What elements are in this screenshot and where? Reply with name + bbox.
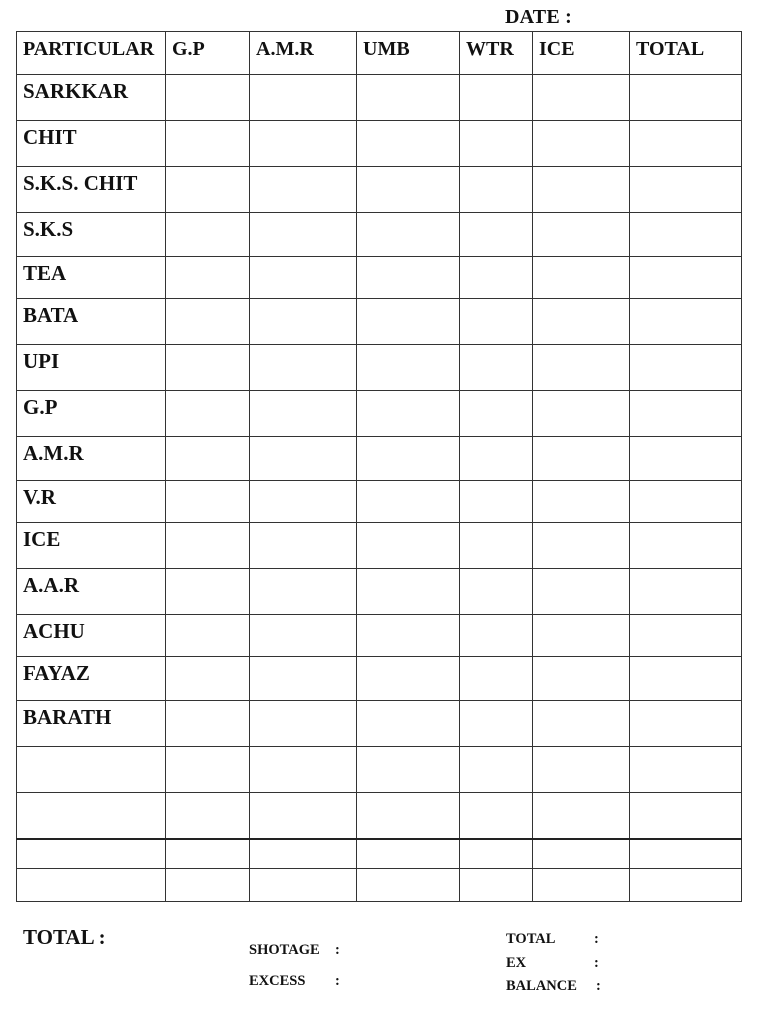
cell-gp[interactable] — [166, 481, 250, 523]
cell-umb[interactable] — [357, 615, 460, 657]
shortage-label: SHOTAGE — [249, 942, 320, 958]
cell-amr[interactable] — [250, 391, 357, 437]
cell-wtr[interactable] — [460, 167, 533, 213]
cell-umb[interactable] — [357, 481, 460, 523]
cell-gp[interactable] — [166, 615, 250, 657]
shortage-colon: : — [335, 942, 340, 958]
cell-umb[interactable] — [357, 701, 460, 747]
excess-field — [249, 973, 340, 990]
row-label: A.A.R — [17, 569, 166, 615]
row-label — [17, 793, 166, 839]
cell-ice[interactable] — [533, 869, 630, 902]
cell-total[interactable] — [630, 167, 742, 213]
cell-wtr[interactable] — [460, 437, 533, 481]
cell-total[interactable] — [630, 523, 742, 569]
cell-umb[interactable] — [357, 569, 460, 615]
row-label: ICE — [17, 523, 166, 569]
cell-gp[interactable] — [166, 213, 250, 257]
summary-ex-field — [506, 955, 599, 972]
cell-wtr[interactable] — [460, 391, 533, 437]
cell-amr[interactable] — [250, 481, 357, 523]
cell-gp[interactable] — [166, 701, 250, 747]
summary-total-label: TOTAL — [506, 931, 556, 947]
cell-wtr[interactable] — [460, 345, 533, 391]
cell-gp[interactable] — [166, 869, 250, 902]
cell-umb[interactable] — [357, 75, 460, 121]
cell-amr[interactable] — [250, 75, 357, 121]
row-label: SARKKAR — [17, 75, 166, 121]
cell-total[interactable] — [630, 391, 742, 437]
cell-wtr[interactable] — [460, 299, 533, 345]
cell-total[interactable] — [630, 213, 742, 257]
cell-total[interactable] — [630, 657, 742, 701]
cell-ice[interactable] — [533, 213, 630, 257]
cell-umb[interactable] — [357, 257, 460, 299]
column-header-ice: ICE — [533, 32, 630, 75]
cell-wtr[interactable] — [460, 213, 533, 257]
cell-amr[interactable] — [250, 299, 357, 345]
cell-gp[interactable] — [166, 657, 250, 701]
cell-amr[interactable] — [250, 615, 357, 657]
table-row — [17, 345, 742, 391]
cell-amr[interactable] — [250, 793, 357, 839]
cell-wtr[interactable] — [460, 523, 533, 569]
cell-wtr[interactable] — [460, 75, 533, 121]
cell-amr[interactable] — [250, 345, 357, 391]
row-label — [17, 869, 166, 902]
cell-ice[interactable] — [533, 657, 630, 701]
cell-ice[interactable] — [533, 437, 630, 481]
cell-umb[interactable] — [357, 747, 460, 793]
row-label: V.R — [17, 481, 166, 523]
row-label: BARATH — [17, 701, 166, 747]
cell-ice[interactable] — [533, 121, 630, 167]
column-header-total: TOTAL — [630, 32, 742, 75]
table-row — [17, 869, 742, 902]
cell-ice[interactable] — [533, 299, 630, 345]
cell-total[interactable] — [630, 121, 742, 167]
row-label: ACHU — [17, 615, 166, 657]
header-row — [17, 32, 742, 75]
cell-total[interactable] — [630, 299, 742, 345]
row-label — [17, 839, 166, 869]
column-header-umb: UMB — [357, 32, 460, 75]
cell-gp[interactable] — [166, 391, 250, 437]
excess-label: EXCESS — [249, 973, 306, 989]
summary-total-colon: : — [594, 931, 599, 947]
cell-amr[interactable] — [250, 569, 357, 615]
cell-amr[interactable] — [250, 167, 357, 213]
table-row — [17, 839, 742, 869]
cell-wtr[interactable] — [460, 839, 533, 869]
cell-gp[interactable] — [166, 437, 250, 481]
row-label: S.K.S — [17, 213, 166, 257]
cell-amr[interactable] — [250, 747, 357, 793]
table-row — [17, 523, 742, 569]
cell-umb[interactable] — [357, 345, 460, 391]
cell-wtr[interactable] — [460, 569, 533, 615]
cell-wtr[interactable] — [460, 747, 533, 793]
cell-total[interactable] — [630, 747, 742, 793]
cell-ice[interactable] — [533, 569, 630, 615]
cell-ice[interactable] — [533, 747, 630, 793]
table-row — [17, 747, 742, 793]
row-label: CHIT — [17, 121, 166, 167]
cell-ice[interactable] — [533, 257, 630, 299]
cell-total[interactable] — [630, 75, 742, 121]
cell-gp[interactable] — [166, 569, 250, 615]
cell-gp[interactable] — [166, 839, 250, 869]
cell-umb[interactable] — [357, 167, 460, 213]
table-row — [17, 167, 742, 213]
cell-amr[interactable] — [250, 257, 357, 299]
cell-ice[interactable] — [533, 839, 630, 869]
table-row — [17, 569, 742, 615]
cell-total[interactable] — [630, 839, 742, 869]
cell-wtr[interactable] — [460, 481, 533, 523]
cell-total[interactable] — [630, 345, 742, 391]
cell-umb[interactable] — [357, 523, 460, 569]
cell-amr[interactable] — [250, 523, 357, 569]
table-row — [17, 121, 742, 167]
table-row — [17, 299, 742, 345]
column-header-wtr: WTR — [460, 32, 533, 75]
cell-gp[interactable] — [166, 75, 250, 121]
cell-amr[interactable] — [250, 213, 357, 257]
cell-gp[interactable] — [166, 747, 250, 793]
cell-gp[interactable] — [166, 167, 250, 213]
cell-umb[interactable] — [357, 299, 460, 345]
cell-wtr[interactable] — [460, 701, 533, 747]
row-label — [17, 747, 166, 793]
cell-total[interactable] — [630, 437, 742, 481]
cell-ice[interactable] — [533, 523, 630, 569]
cell-ice[interactable] — [533, 701, 630, 747]
cell-ice[interactable] — [533, 75, 630, 121]
row-label: G.P — [17, 391, 166, 437]
cell-gp[interactable] — [166, 523, 250, 569]
cell-wtr[interactable] — [460, 869, 533, 902]
cell-ice[interactable] — [533, 167, 630, 213]
cell-gp[interactable] — [166, 257, 250, 299]
cell-total[interactable] — [630, 481, 742, 523]
excess-colon: : — [335, 973, 340, 989]
cell-total[interactable] — [630, 615, 742, 657]
cell-amr[interactable] — [250, 701, 357, 747]
table-row — [17, 793, 742, 839]
cell-amr[interactable] — [250, 437, 357, 481]
row-label: UPI — [17, 345, 166, 391]
column-header-particular: PARTICULAR — [17, 32, 166, 75]
summary-total-field — [506, 931, 599, 948]
row-label: BATA — [17, 299, 166, 345]
table-row — [17, 701, 742, 747]
table-row — [17, 481, 742, 523]
table-row — [17, 213, 742, 257]
row-label: A.M.R — [17, 437, 166, 481]
cell-amr[interactable] — [250, 657, 357, 701]
cell-gp[interactable] — [166, 121, 250, 167]
cell-umb[interactable] — [357, 793, 460, 839]
cell-wtr[interactable] — [460, 615, 533, 657]
cell-total[interactable] — [630, 869, 742, 902]
cell-ice[interactable] — [533, 793, 630, 839]
summary-ex-colon: : — [594, 955, 599, 971]
row-label: S.K.S. CHIT — [17, 167, 166, 213]
cell-wtr[interactable] — [460, 657, 533, 701]
summary-balance-field — [506, 978, 601, 995]
column-header-gp: G.P — [166, 32, 250, 75]
ledger-table — [16, 31, 742, 902]
grand-total-label: TOTAL : — [23, 925, 106, 949]
cell-ice[interactable] — [533, 391, 630, 437]
cell-total[interactable] — [630, 569, 742, 615]
cell-umb[interactable] — [357, 213, 460, 257]
cell-wtr[interactable] — [460, 257, 533, 299]
cell-ice[interactable] — [533, 615, 630, 657]
cell-umb[interactable] — [357, 657, 460, 701]
table-row — [17, 391, 742, 437]
column-header-amr: A.M.R — [250, 32, 357, 75]
cell-umb[interactable] — [357, 391, 460, 437]
cell-gp[interactable] — [166, 299, 250, 345]
shortage-field — [249, 942, 340, 959]
cell-gp[interactable] — [166, 793, 250, 839]
summary-balance-label: BALANCE — [506, 978, 577, 994]
cell-wtr[interactable] — [460, 121, 533, 167]
table-row — [17, 257, 742, 299]
cell-total[interactable] — [630, 793, 742, 839]
cell-umb[interactable] — [357, 869, 460, 902]
table-row — [17, 75, 742, 121]
cell-gp[interactable] — [166, 345, 250, 391]
cell-amr[interactable] — [250, 869, 357, 902]
cell-wtr[interactable] — [460, 793, 533, 839]
cell-amr[interactable] — [250, 839, 357, 869]
cell-umb[interactable] — [357, 121, 460, 167]
row-label: FAYAZ — [17, 657, 166, 701]
summary-balance-colon: : — [596, 978, 601, 994]
table-row — [17, 437, 742, 481]
table-row — [17, 657, 742, 701]
cell-umb[interactable] — [357, 437, 460, 481]
cell-total[interactable] — [630, 257, 742, 299]
row-label: TEA — [17, 257, 166, 299]
cell-ice[interactable] — [533, 481, 630, 523]
cell-total[interactable] — [630, 701, 742, 747]
cell-ice[interactable] — [533, 345, 630, 391]
cell-amr[interactable] — [250, 121, 357, 167]
date-label: DATE : — [505, 6, 572, 28]
summary-ex-label: EX — [506, 955, 527, 971]
cell-umb[interactable] — [357, 839, 460, 869]
table-row — [17, 615, 742, 657]
